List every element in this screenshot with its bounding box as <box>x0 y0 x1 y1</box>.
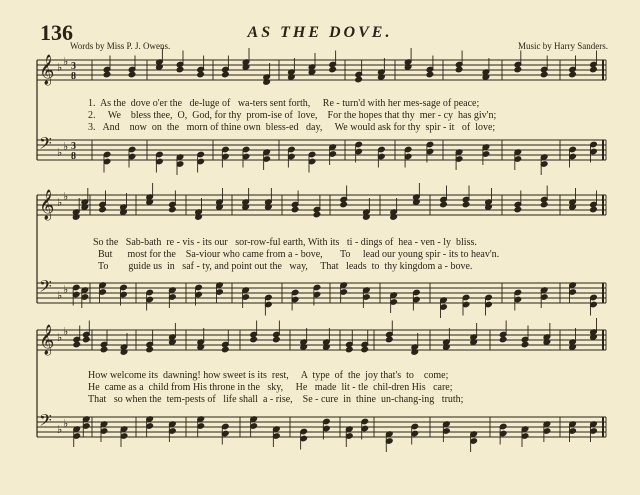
bass-clef-icon: 𝄢 <box>39 410 52 434</box>
note-head <box>176 66 184 73</box>
treble-clef-icon: 𝄞 <box>39 55 55 85</box>
note-head <box>313 211 321 218</box>
lyric-line: 3. And now on the morn of thine own bless-ed day, We would ask for thy spir - it of love; <box>88 122 496 133</box>
page-number: 136 <box>40 20 73 45</box>
note-head <box>103 71 111 78</box>
lyric-line: He came as a child from His throne in the sky, He made lit - tle chil-dren His care; <box>88 382 453 393</box>
flat-icon: ♭ <box>63 283 69 296</box>
note-head <box>385 336 393 343</box>
treble-clef-icon: 𝄞 <box>39 190 55 220</box>
flat-icon: ♭ <box>57 331 63 344</box>
note-head <box>499 336 507 343</box>
note-head <box>355 76 363 83</box>
flat-icon: ♭ <box>57 289 63 302</box>
flat-icon: ♭ <box>63 325 69 338</box>
note-head <box>329 66 337 73</box>
lyric-line: 2. We bless thee, O, God, for thy prom-ise of love, For the hopes that thy mer - cy has giv'n; <box>88 110 497 121</box>
note-head <box>197 71 205 78</box>
note-head <box>222 71 230 78</box>
bass-clef-icon: 𝄢 <box>39 133 52 157</box>
note-head <box>345 346 353 353</box>
note-head <box>291 206 299 213</box>
words-credit: Words by Miss P. J. Owens. <box>70 41 171 51</box>
note-head <box>521 341 529 348</box>
note-head <box>361 346 369 353</box>
flat-icon: ♭ <box>57 146 63 159</box>
note-head <box>99 206 107 213</box>
note-head <box>514 206 522 213</box>
note-head <box>455 66 463 73</box>
time-signature: 3 <box>71 141 76 152</box>
note-head <box>514 66 522 73</box>
note-head <box>146 346 154 353</box>
flat-icon: ♭ <box>63 190 69 203</box>
flat-icon: ♭ <box>57 423 63 436</box>
treble-clef-icon: 𝄞 <box>39 325 55 355</box>
note-head <box>273 336 281 343</box>
flat-icon: ♭ <box>63 417 69 430</box>
note-head <box>169 206 177 213</box>
note-head <box>340 201 348 208</box>
lyric-line: How welcome its dawning! how sweet is its rest, A type of the joy that's to come; <box>88 370 449 381</box>
lyric-line: To guide us in saf - ty, and point out the way, That leads to thy kingdom a - bove. <box>98 261 473 272</box>
flat-icon: ♭ <box>57 196 63 209</box>
lyric-line: 1. As the dove o'er the de-luge of wa-ters sent forth, Re - turn'd with her mes-sage of peace; <box>88 98 480 109</box>
note-head <box>440 201 448 208</box>
flat-icon: ♭ <box>63 55 69 68</box>
flat-icon: ♭ <box>57 61 63 74</box>
note-head <box>540 71 548 78</box>
note-head <box>569 71 577 78</box>
flat-icon: ♭ <box>63 140 69 153</box>
lyric-line: But most for the Sa-viour who came from a - bove, To lead our young spir - its to heav'n. <box>98 249 500 260</box>
music-credit: Music by Harry Sanders. <box>518 41 608 51</box>
note-head <box>590 66 598 73</box>
bass-clef-icon: 𝄢 <box>39 276 52 300</box>
time-signature: 8 <box>71 151 76 162</box>
time-signature: 3 <box>71 61 76 72</box>
note-head <box>128 71 136 78</box>
note-head <box>462 201 470 208</box>
note-head <box>221 346 229 353</box>
note-head <box>82 336 90 343</box>
lyric-line: That so when the tem-pests of life shall a - rise, Se - cure in thine un-chang-ing truth; <box>88 394 464 405</box>
note-head <box>426 71 434 78</box>
note-head <box>73 341 81 348</box>
note-head <box>100 346 108 353</box>
note-head <box>540 201 548 208</box>
note-head <box>590 206 598 213</box>
hymn-title: AS THE DOVE. <box>247 24 393 41</box>
lyric-line: So the Sab-bath re - vis - its our sor-row-ful earth, With its ti - dings of hea - ven - ly bliss. <box>93 237 477 248</box>
note-head <box>250 336 258 343</box>
time-signature: 8 <box>71 71 76 82</box>
